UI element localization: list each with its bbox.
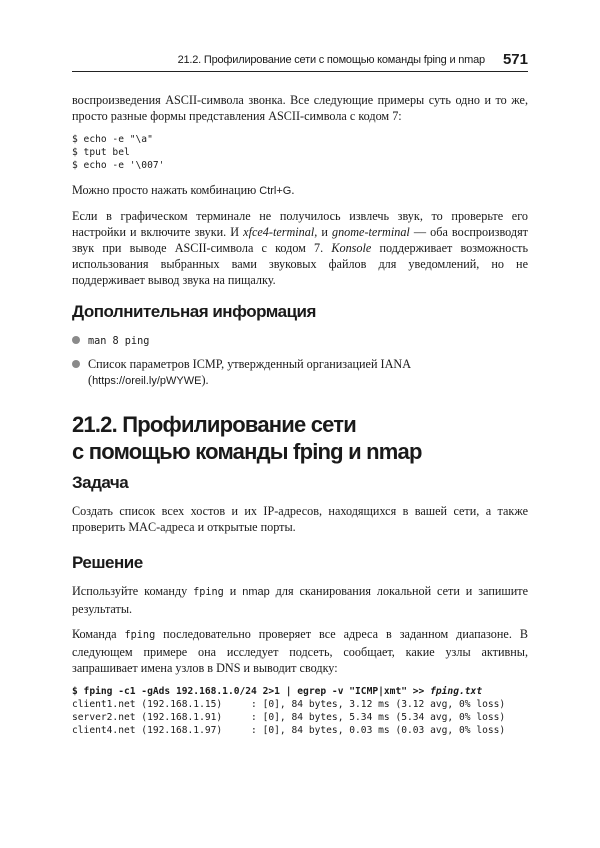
- text-span: Список параметров ICMP, утвержденный организацией IANA (: [88, 357, 411, 387]
- fping-description: [72, 626, 528, 676]
- code-output-line: client1.net (192.168.1.15) : [0], 84 bytes, 3.12 ms (3.12 avg, 0% loss): [72, 699, 506, 710]
- page-content: [72, 92, 528, 747]
- task-heading: Задача: [72, 473, 129, 492]
- text-span: Команда: [72, 627, 125, 641]
- command-text: $ fping -c1 -gAds 192.168.1.0/24 2>1 | egrep -v "ICMP|xmt" >>: [72, 686, 431, 697]
- key-combination: Ctrl+G: [259, 185, 292, 197]
- text-span: .: [291, 183, 295, 197]
- nmap-command: nmap: [242, 586, 270, 598]
- fping-command: fping: [193, 587, 224, 598]
- code-command-line: [72, 685, 528, 698]
- intro-paragraph: воспроизведения ASCII-символа звонка. Все следующие примеры суть одно и то же, просто разные формы представления ASCII-символа с кодом 7:: [72, 93, 528, 123]
- fping-command: fping: [124, 630, 156, 641]
- code-block-bell: [72, 133, 528, 172]
- code-output-line: client4.net (192.168.1.97) : [0], 84 bytes, 0.03 ms (0.03 avg, 0% loss): [72, 725, 506, 736]
- solution-heading: Решение: [72, 553, 143, 572]
- header-title: 21.2. Профилирование сети с помощью команды fping и nmap: [177, 54, 485, 66]
- shortcut-paragraph: [72, 182, 528, 199]
- konsole-name: Konsole: [331, 241, 372, 255]
- code-line: $ echo -e '\007': [72, 160, 165, 171]
- code-line: $ echo -e "\a": [72, 134, 153, 145]
- section-title-line: 21.2. Профилирование сети: [72, 412, 356, 437]
- code-output-line: server2.net (192.168.1.91) : [0], 84 bytes, 5.34 ms (5.34 avg, 0% loss): [72, 712, 506, 723]
- text-span: последовательно проверяет все адреса в заданном диапазоне. В следующем примере она исследует подсеть, сообщает, какие узлы активны, запрашивает имена узлов в DNS и выводит сводку:: [72, 627, 528, 675]
- text-span: Можно просто нажать комбинацию: [72, 183, 260, 197]
- iana-link[interactable]: https://oreil.ly/pWYWE: [92, 375, 202, 387]
- more-info-list: [72, 332, 528, 389]
- solution-paragraph: [72, 583, 528, 617]
- list-item: [72, 356, 528, 389]
- text-span: — оба воспроизводят звук при выводе ASCII-символа с кодом 7.: [72, 225, 528, 255]
- terminal-paragraph: [72, 208, 528, 288]
- section-title-line: с помощью команды fping и nmap: [72, 439, 422, 464]
- bullet-icon: [72, 360, 80, 368]
- text-span: и: [223, 584, 243, 598]
- text-span: ).: [201, 373, 209, 387]
- text-span: Если в графическом терминале не получилось извлечь звук, то проверьте его настройки и включите звуки. И: [72, 209, 528, 239]
- text-span: , и: [314, 225, 332, 239]
- gnome-terminal-name: gnome-terminal: [331, 225, 410, 239]
- text-span: для сканирования локальной сети и запишите результаты.: [72, 584, 529, 616]
- list-item: [72, 332, 528, 350]
- code-line: $ tput bel: [72, 147, 130, 158]
- page-number: 571: [502, 51, 528, 68]
- output-file-name: fping.txt: [430, 686, 483, 697]
- running-header: [72, 51, 528, 72]
- man-page-ref: man 8 ping: [88, 336, 150, 347]
- text-span: Используйте команду: [72, 584, 194, 598]
- code-block-fping: [72, 685, 528, 737]
- text-span: поддерживает возможность использования выбранных вами звуковых файлов для уведомлений, но не поддерживает вывод звука на пищалку.: [72, 241, 528, 287]
- section-title: [72, 411, 528, 465]
- bullet-icon: [72, 336, 80, 344]
- xfce-terminal-name: xfce4-terminal: [243, 225, 315, 239]
- task-paragraph: Создать список всех хостов и их IP-адресов, находящихся в вашей сети, а также проверить MAC-адреса и открытые порты.: [72, 504, 528, 534]
- more-info-heading: Дополнительная информация: [72, 302, 316, 321]
